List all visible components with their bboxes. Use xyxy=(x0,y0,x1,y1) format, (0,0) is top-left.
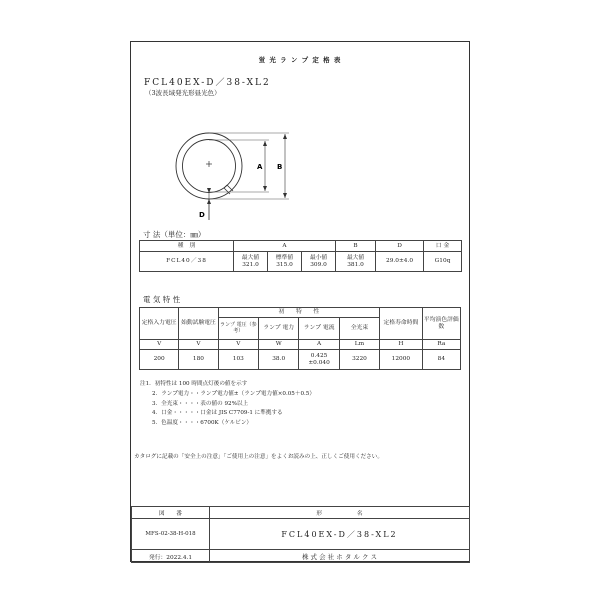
dim-b-max-label: 最大値 xyxy=(346,254,365,261)
dim-a-std-label: 標準値 xyxy=(275,254,294,261)
dim-a-std: 315.0 xyxy=(276,261,293,268)
el-value-lamp-voltage: 103 xyxy=(218,350,258,370)
el-header-start-test-voltage: 始動試験電圧 xyxy=(179,308,218,340)
dimension-d-label: D xyxy=(199,211,205,219)
dimensions-table xyxy=(139,240,462,272)
dim-base-value: G10q xyxy=(424,252,462,272)
el-value-rated-life: 12000 xyxy=(380,350,423,370)
el-unit-input-voltage: V xyxy=(140,340,179,350)
el-value-luminous-flux: 3220 xyxy=(339,350,379,370)
dim-b-max: 381.0 xyxy=(347,261,364,268)
el-header-luminous-flux: 全光束 xyxy=(339,318,379,340)
notes xyxy=(140,380,315,429)
dim-header-d: D xyxy=(376,241,424,252)
el-value-cri: 84 xyxy=(422,350,460,370)
dim-a-std-cell xyxy=(268,252,302,272)
document-title: 蛍 光 ラ ン プ 定 格 表 xyxy=(258,56,342,64)
dim-header-base: 口 金 xyxy=(424,241,462,252)
dim-a-max: 321.0 xyxy=(242,261,259,268)
note-5: 5．色温度・・・・6700K（ケルビン） xyxy=(152,420,253,427)
drawing-no-label: 図 番 xyxy=(132,507,210,519)
el-unit-cri: Ra xyxy=(422,340,460,350)
dimension-b-label: B xyxy=(277,163,283,171)
dim-b-max-cell xyxy=(336,252,376,272)
dimensions-section-title: 寸 法（単位：㎜） xyxy=(143,230,206,239)
drawing-number: MFS-02-38-H-018 xyxy=(132,519,210,550)
el-value-lamp-current: 0.425 ±0.040 xyxy=(299,350,339,370)
electrical-table xyxy=(139,307,461,370)
caution-text: カタログに記載の「安全上の注意」「ご使用上の注意」をよくお読みの上、正しくご使用ください。 xyxy=(134,454,383,460)
el-header-lamp-power: ランプ 電力 xyxy=(259,318,299,340)
note-3: 3．全光束・・・・表の値の 92%以上 xyxy=(152,400,249,407)
dim-a-max-cell xyxy=(234,252,268,272)
dim-a-max-label: 最大値 xyxy=(241,254,260,261)
el-header-initial: 初 特 性 xyxy=(218,308,380,318)
dim-header-a: A xyxy=(234,241,336,252)
el-unit-rated-life: H xyxy=(380,340,423,350)
el-unit-lamp-voltage: V xyxy=(218,340,258,350)
el-value-lamp-power: 38.0 xyxy=(259,350,299,370)
company-name: 株 式 会 社 ホ タ ル ク ス xyxy=(210,550,470,563)
product-subname: （3波長域発光形昼光色） xyxy=(145,89,221,97)
electrical-section-title: 電 気 特 性 xyxy=(143,295,181,304)
el-header-lamp-voltage: ランプ 電圧（参考） xyxy=(218,318,258,340)
issue-date: 発行：2022.4.1 xyxy=(132,550,210,563)
el-header-input-voltage: 定格入力電圧 xyxy=(140,308,179,340)
spec-sheet xyxy=(130,41,470,562)
dimension-a-label: A xyxy=(257,163,263,171)
model-number: FCL40EX-D／38-XL2 xyxy=(144,78,271,88)
lamp-socket xyxy=(224,185,233,194)
el-header-rated-life: 定格寿命時間 xyxy=(380,308,423,340)
el-header-lamp-current: ランプ 電流 xyxy=(299,318,339,340)
el-unit-luminous-flux: Lm xyxy=(339,340,379,350)
dim-a-min-cell xyxy=(302,252,336,272)
dim-d-value: 29.0±4.0 xyxy=(376,252,424,272)
note-4: 4．口金・・・・・口金は JIS C7709-1 に準拠する xyxy=(152,410,283,417)
note-2: 2．ランプ電力・・ランプ電力値±（ランプ電力値×0.05＋0.5） xyxy=(152,390,315,397)
dim-a-min: 309.0 xyxy=(310,261,327,268)
el-value-input-voltage: 200 xyxy=(140,350,179,370)
dim-a-min-label: 最小値 xyxy=(309,254,328,261)
dim-header-b: B xyxy=(336,241,376,252)
el-unit-lamp-current: A xyxy=(299,340,339,350)
dim-row-kind: FCL40／38 xyxy=(140,252,234,272)
el-value-start-test-voltage: 180 xyxy=(179,350,218,370)
title-block xyxy=(131,506,470,563)
el-header-cri: 平均演色評価数 xyxy=(422,308,460,340)
name-label: 形 名 xyxy=(210,507,470,519)
el-unit-start-test-voltage: V xyxy=(179,340,218,350)
dim-header-kind: 種 別 xyxy=(140,241,234,252)
el-unit-lamp-power: W xyxy=(259,340,299,350)
note-1: 注1．初特性は 100 時間点灯後の値を示す xyxy=(140,381,248,387)
product-name: FCL40EX-D／38-XL2 xyxy=(210,519,470,550)
